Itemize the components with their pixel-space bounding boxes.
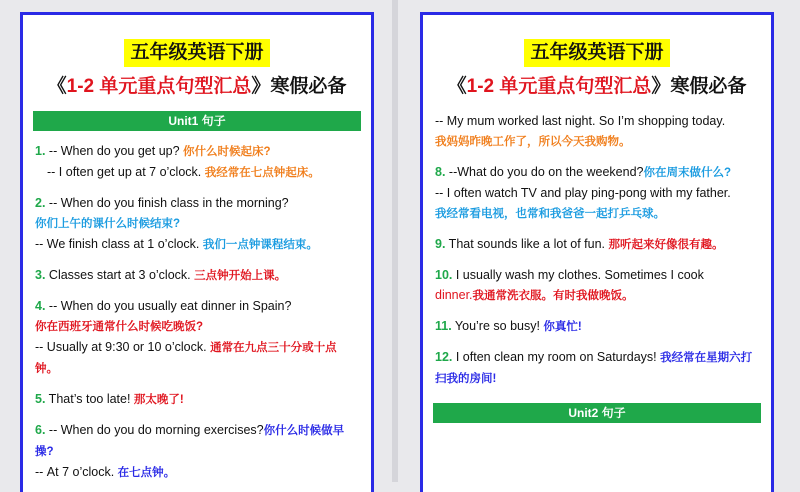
right-page — [420, 12, 774, 492]
sentence-item: 1. -- When do you get up? 你什么时候起床? -- I often get up at 7 o’clock. 我经常在七点钟起床。 — [35, 144, 320, 179]
sentence-item: 4. -- When do you usually eat dinner in Spain? 你在西班牙通常什么时候吃晚饭? -- Usually at 9:30 or 10 o’clock. 通常在九点三十分或十点钟。 — [35, 299, 337, 375]
sentence-item: 10. I usually wash my clothes. Sometimes I cook dinner.我通常洗衣服。有时我做晚饭。 — [435, 268, 704, 302]
sentence-item: 6. -- When do you do morning exercises?你什么时候做早操? -- At 7 o’clock. 在七点钟。 — [35, 423, 345, 479]
unit1-sentences — [23, 141, 371, 483]
title-grade: 五年级英语下册 — [124, 39, 269, 67]
title-subtitle: 《1-2 单元重点句型汇总》寒假必备 — [47, 76, 347, 97]
left-page — [20, 12, 374, 492]
sentence-item: 3. Classes start at 3 o’clock. 三点钟开始上课。 — [35, 268, 287, 282]
sentence-item: 2. -- When do you finish class in the morning? 你们上午的课什么时候结束? -- We finish class at 1 o’clock. 我们一点钟课程结束。 — [35, 196, 318, 251]
title-grade: 五年级英语下册 — [524, 39, 669, 67]
unit2-banner: Unit2 句子 — [433, 403, 761, 423]
unit1-sentences-continued — [423, 99, 771, 389]
page-header — [23, 39, 371, 99]
sentence-item: 8. --What do you do on the weekend?你在周末做什么? -- I often watch TV and play ping-pong with my father. 我经常看电视，也常和我爸爸一起打乒乓球。 — [435, 165, 732, 220]
sentence-item: 11. You’re so busy! 你真忙! — [435, 319, 582, 333]
sentence-item: 9. That sounds like a lot of fun. 那听起来好像很有趣。 — [435, 237, 724, 251]
sentence-item: -- My mum worked last night. So I’m shopping today. 我妈妈昨晚工作了，所以今天我购物。 — [435, 114, 726, 148]
sentence-item: 12. I often clean my room on Saturdays! 我经常在星期六打扫我的房间! — [435, 350, 753, 385]
title-subtitle: 《1-2 单元重点句型汇总》寒假必备 — [447, 76, 747, 97]
page-header — [423, 39, 771, 99]
sentence-item: 5. That’s too late! 那太晚了! — [35, 392, 184, 406]
page-gutter — [392, 0, 398, 482]
unit1-banner: Unit1 句子 — [33, 111, 361, 131]
